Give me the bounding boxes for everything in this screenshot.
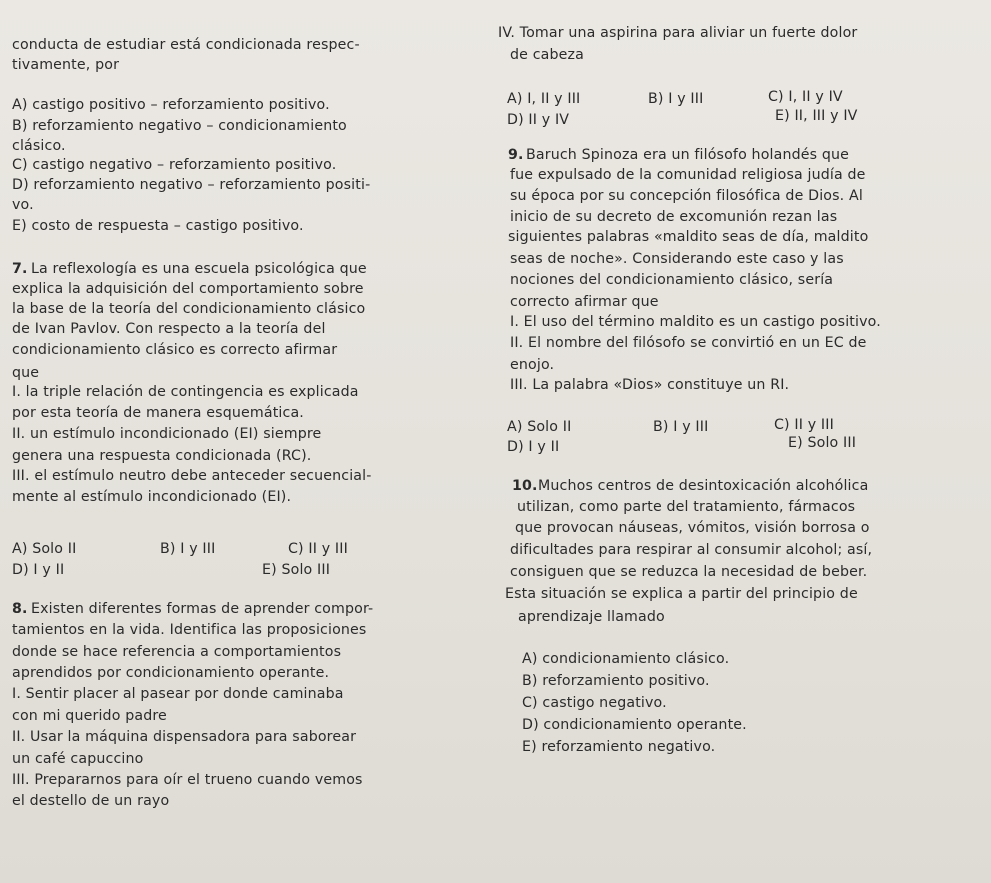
text-line: mente al estímulo incondicionado (EI). — [12, 489, 292, 505]
text-line: conducta de estudiar está condicionada respec- — [12, 37, 360, 53]
question-8-text: Existen diferentes formas de aprender compor- — [31, 601, 374, 617]
text-line: vo. — [12, 197, 34, 213]
proposition: III. La palabra «Dios» constituye un RI. — [510, 377, 790, 393]
text-line: de cabeza — [510, 47, 584, 63]
text-line: seas de noche». Considerando este caso y las — [510, 251, 844, 267]
text-line: genera una respuesta condicionada (RC). — [12, 448, 312, 464]
proposition: II. un estímulo incondicionado (EI) siempre — [12, 426, 322, 442]
proposition: II. El nombre del filósofo se convirtió en un EC de — [510, 335, 867, 351]
option-b: B) I y III — [648, 91, 704, 107]
option-e: E) II, III y IV — [775, 108, 858, 124]
text-line: consiguen que se reduzca la necesidad de beber. — [510, 564, 868, 580]
option-e: E) reforzamiento negativo. — [522, 739, 716, 755]
option-a: A) condicionamiento clásico. — [522, 651, 730, 667]
question-number: 7. — [12, 261, 28, 277]
text-line: enojo. — [510, 357, 555, 373]
text-line: por esta teoría de manera esquemática. — [12, 405, 304, 421]
question-7-text: La reflexología es una escuela psicológica que — [31, 261, 367, 277]
text-line: aprendizaje llamado — [518, 609, 665, 625]
option-c: C) I, II y IV — [768, 89, 843, 105]
text-line: inicio de su decreto de excomunión rezan las — [510, 209, 838, 225]
text-line: el destello de un rayo — [12, 793, 170, 809]
question-9-text: Baruch Spinoza era un filósofo holandés que — [526, 147, 850, 163]
proposition: III. Prepararnos para oír el trueno cuando vemos — [12, 772, 363, 788]
text-line: un café capuccino — [12, 751, 144, 767]
text-line: utilizan, como parte del tratamiento, fármacos — [517, 499, 856, 515]
option-a: A) castigo positivo – reforzamiento positivo. — [12, 97, 330, 113]
option-c: C) castigo negativo – reforzamiento positivo. — [12, 157, 337, 173]
text-line: de Ivan Pavlov. Con respecto a la teoría del — [12, 321, 326, 337]
text-line: donde se hace referencia a comportamientos — [12, 644, 342, 660]
text-line: fue expulsado de la comunidad religiosa judía de — [510, 167, 866, 183]
question-number: 8. — [12, 601, 28, 617]
option-b: B) reforzamiento positivo. — [522, 673, 710, 689]
option-c: C) castigo negativo. — [522, 695, 667, 711]
option-a: A) Solo II — [12, 541, 77, 557]
text-line: aprendidos por condicionamiento operante. — [12, 665, 330, 681]
option-d: D) II y IV — [507, 112, 570, 128]
option-e: E) costo de respuesta – castigo positivo. — [12, 218, 304, 234]
option-c: C) II y III — [288, 541, 348, 557]
option-a: A) Solo II — [507, 419, 572, 435]
text-line: con mi querido padre — [12, 708, 167, 724]
text-line: dificultades para respirar al consumir alcohol; así, — [510, 542, 873, 558]
text-line: siguientes palabras «maldito seas de día, maldito — [508, 229, 869, 245]
option-e: E) Solo III — [788, 435, 857, 451]
proposition: I. la triple relación de contingencia es explicada — [12, 384, 359, 400]
question-number: 10. — [512, 478, 538, 494]
text-line: condicionamiento clásico es correcto afirmar — [12, 342, 338, 358]
text-line: que — [12, 365, 40, 381]
proposition: IV. Tomar una aspirina para aliviar un fuerte dolor — [498, 25, 858, 41]
option-d: D) I y II — [12, 562, 65, 578]
text-line: la base de la teoría del condicionamiento clásico — [12, 301, 366, 317]
proposition: II. Usar la máquina dispensadora para saborear — [12, 729, 357, 745]
text-line: Esta situación se explica a partir del principio de — [505, 586, 858, 602]
text-line: su época por su concepción filosófica de Dios. Al — [510, 188, 863, 204]
text-line: correcto afirmar que — [510, 294, 659, 310]
text-line: tamientos en la vida. Identifica las proposiciones — [12, 622, 367, 638]
question-10-text: Muchos centros de desintoxicación alcohólica — [538, 478, 869, 494]
proposition: I. El uso del término maldito es un castigo positivo. — [510, 314, 881, 330]
option-b: B) I y III — [160, 541, 216, 557]
proposition: I. Sentir placer al pasear por donde caminaba — [12, 686, 344, 702]
text-line: que provocan náuseas, vómitos, visión borrosa o — [515, 520, 870, 536]
option-c: C) II y III — [774, 417, 834, 433]
option-b: B) reforzamiento negativo – condicionamiento — [12, 118, 347, 134]
text-line: clásico. — [12, 138, 66, 154]
text-line: tivamente, por — [12, 57, 120, 73]
option-a: A) I, II y III — [507, 91, 581, 107]
proposition: III. el estímulo neutro debe anteceder secuencial- — [12, 468, 372, 484]
option-d: D) condicionamiento operante. — [522, 717, 747, 733]
option-d: D) reforzamiento negativo – reforzamiento positi- — [12, 177, 371, 193]
option-b: B) I y III — [653, 419, 709, 435]
text-line: nociones del condicionamiento clásico, sería — [510, 272, 834, 288]
option-d: D) I y II — [507, 439, 560, 455]
question-number: 9. — [508, 147, 524, 163]
text-line: explica la adquisición del comportamiento sobre — [12, 281, 364, 297]
option-e: E) Solo III — [262, 562, 331, 578]
